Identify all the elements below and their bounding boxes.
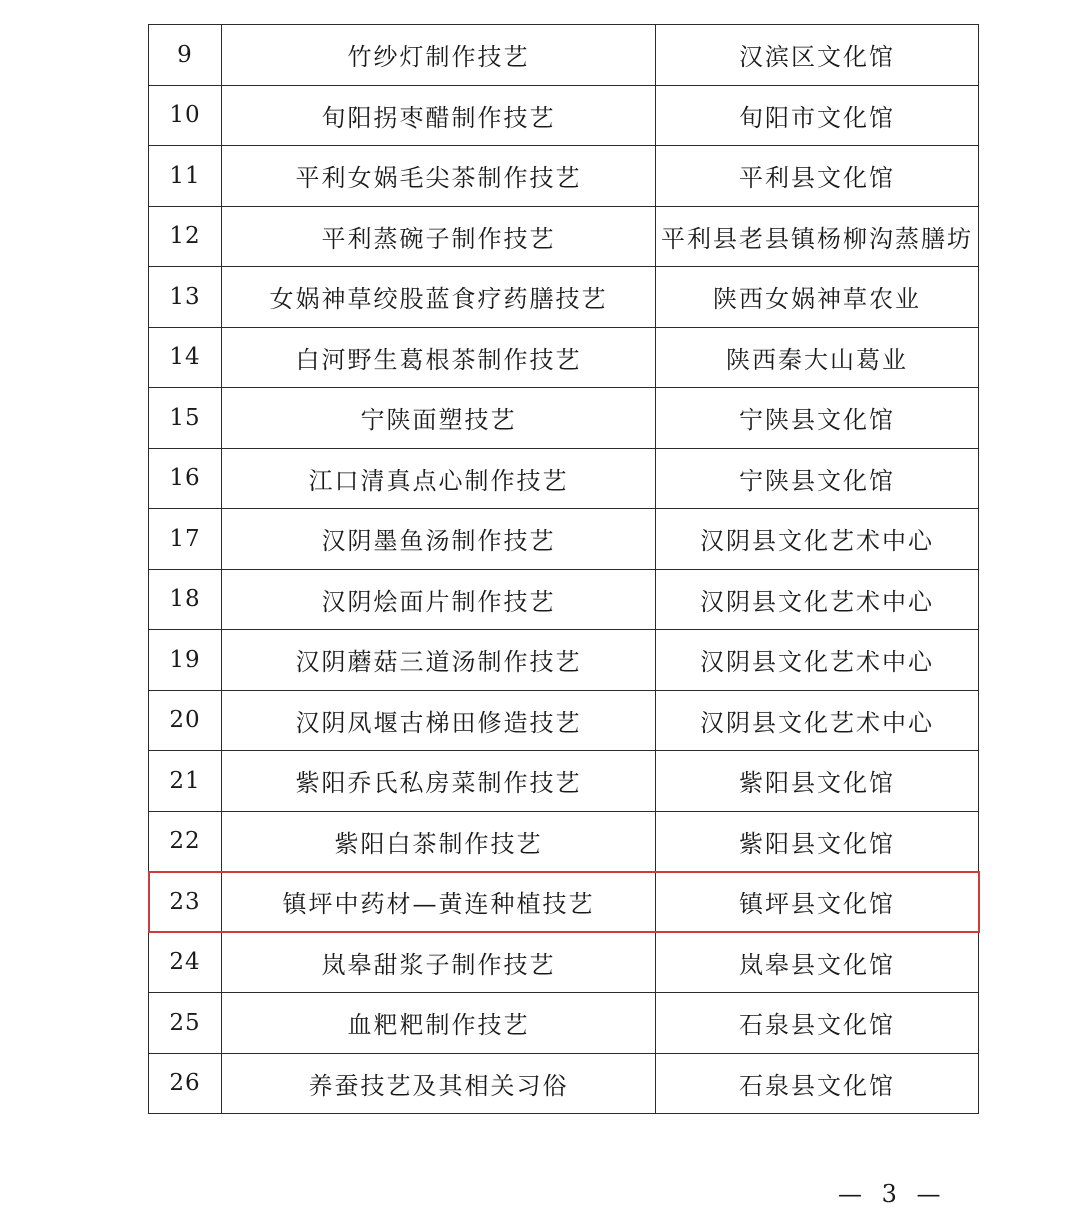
project-name-cell: 紫阳白茶制作技艺 [222,811,656,872]
project-name-cell: 竹纱灯制作技艺 [222,25,656,86]
row-number-cell: 24 [149,932,222,993]
protection-unit-cell: 旬阳市文化馆 [656,85,979,146]
table-row [149,1053,979,1114]
protection-unit-cell: 平利县老县镇杨柳沟蒸膳坊 [656,206,979,267]
project-name-cell: 血粑粑制作技艺 [222,993,656,1054]
table-row [149,811,979,872]
project-name-cell: 白河野生葛根茶制作技艺 [222,327,656,388]
table-row [149,388,979,449]
row-number-cell: 16 [149,448,222,509]
project-name-cell: 宁陕面塑技艺 [222,388,656,449]
row-number-cell: 25 [149,993,222,1054]
project-name-cell: 江口清真点心制作技艺 [222,448,656,509]
project-name-cell: 紫阳乔氏私房菜制作技艺 [222,751,656,812]
protection-unit-cell: 岚皋县文化馆 [656,932,979,993]
table-row [149,509,979,570]
table-row [149,751,979,812]
table-row [149,569,979,630]
table-body [149,25,979,1114]
row-number-cell: 14 [149,327,222,388]
row-number-cell: 13 [149,267,222,328]
protection-unit-cell: 平利县文化馆 [656,146,979,207]
protection-unit-cell: 宁陕县文化馆 [656,448,979,509]
project-name-cell: 汉阴烩面片制作技艺 [222,569,656,630]
row-number-cell: 11 [149,146,222,207]
table-row [149,85,979,146]
heritage-list-table [148,24,979,1114]
project-name-cell: 镇坪中药材—黄连种植技艺 [222,872,656,933]
table-row [149,932,979,993]
protection-unit-cell: 汉阴县文化艺术中心 [656,630,979,691]
row-number-cell: 20 [149,690,222,751]
protection-unit-cell: 紫阳县文化馆 [656,751,979,812]
protection-unit-cell: 汉阴县文化艺术中心 [656,509,979,570]
project-name-cell: 旬阳拐枣醋制作技艺 [222,85,656,146]
protection-unit-cell: 汉滨区文化馆 [656,25,979,86]
row-number-cell: 17 [149,509,222,570]
project-name-cell: 汉阴蘑菇三道汤制作技艺 [222,630,656,691]
row-number-cell: 18 [149,569,222,630]
row-number-cell: 21 [149,751,222,812]
table-row [149,25,979,86]
table-row [149,448,979,509]
project-name-cell: 汉阴墨鱼汤制作技艺 [222,509,656,570]
project-name-cell: 养蚕技艺及其相关习俗 [222,1053,656,1114]
row-number-cell: 26 [149,1053,222,1114]
table-row [149,993,979,1054]
protection-unit-cell: 镇坪县文化馆 [656,872,979,933]
protection-unit-cell: 陕西秦大山葛业 [656,327,979,388]
project-name-cell: 岚皋甜浆子制作技艺 [222,932,656,993]
row-number-cell: 19 [149,630,222,691]
protection-unit-cell: 宁陕县文化馆 [656,388,979,449]
protection-unit-cell: 紫阳县文化馆 [656,811,979,872]
row-number-cell: 9 [149,25,222,86]
table-row [149,327,979,388]
project-name-cell: 平利女娲毛尖茶制作技艺 [222,146,656,207]
table-row [149,690,979,751]
row-number-cell: 12 [149,206,222,267]
table-row [149,146,979,207]
table-row [149,267,979,328]
protection-unit-cell: 石泉县文化馆 [656,1053,979,1114]
table-row [149,206,979,267]
row-number-cell: 22 [149,811,222,872]
project-name-cell: 女娲神草绞股蓝食疗药膳技艺 [222,267,656,328]
table-row [149,630,979,691]
row-number-cell: 23 [149,872,222,933]
protection-unit-cell: 石泉县文化馆 [656,993,979,1054]
row-number-cell: 10 [149,85,222,146]
protection-unit-cell: 汉阴县文化艺术中心 [656,690,979,751]
row-number-cell: 15 [149,388,222,449]
project-name-cell: 汉阴凤堰古梯田修造技艺 [222,690,656,751]
protection-unit-cell: 陕西女娲神草农业 [656,267,979,328]
protection-unit-cell: 汉阴县文化艺术中心 [656,569,979,630]
project-name-cell: 平利蒸碗子制作技艺 [222,206,656,267]
table-row-highlighted [149,872,979,933]
page-number: — 3 — [838,1180,947,1208]
